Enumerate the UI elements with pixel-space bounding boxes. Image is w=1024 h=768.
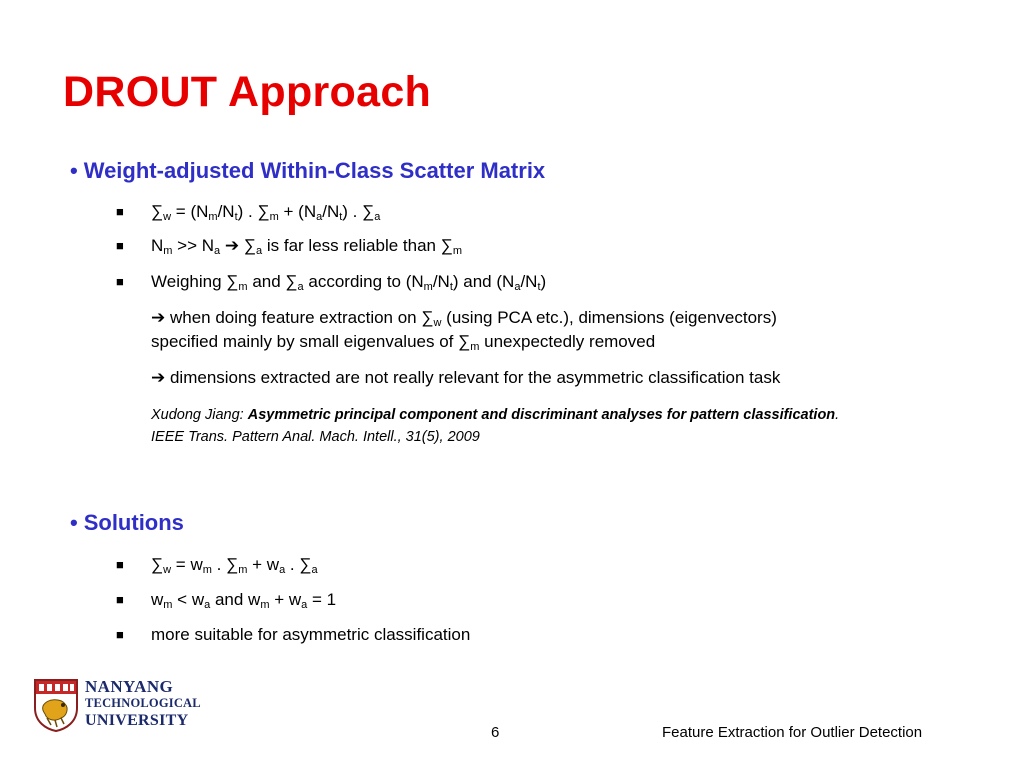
reference-citation	[151, 404, 871, 448]
logo-line-university: UNIVERSITY	[85, 712, 189, 729]
arrow-icon: ➔	[151, 308, 166, 327]
bullet-dot: •	[70, 158, 78, 183]
suitability-note: more suitable for asymmetric classification	[151, 625, 471, 644]
bullet-reliability: $N_m >> N_a$ ➔ $\sum_a$ is far less reliable than $\sum_m$	[151, 236, 463, 257]
reference-journal: . IEEE Trans. Pattern Anal. Mach. Intell., 31(5), 2009	[151, 407, 840, 445]
arrow-icon: ➔	[224, 236, 240, 255]
bullet-square: ■	[116, 238, 124, 253]
consequence-eigenvalues: specified mainly by small eigenvalues of $\sum_m$ unexpectedly removed	[151, 332, 656, 353]
slide-title: DROUT Approach	[63, 68, 432, 116]
formula-solution-sigma-w: $\sum_w = w_m$ . $\sum_m + w_a$ . $\sum_a$	[151, 555, 318, 576]
footer-title: Feature Extraction for Outlier Detection	[662, 724, 923, 741]
consequence-feature-extraction: ➔ when doing feature extraction on $\sum_w$ (using PCA etc.), dimensions (eigenvectors)	[151, 308, 777, 329]
page-number: 6	[491, 724, 500, 741]
section-heading-text: Weight-adjusted Within-Class Scatter Matrix	[83, 158, 546, 183]
formula-sigma-w: $\sum_w = (N_m/N_t)$ . $\sum_m + (N_a/N_t)$ . $\sum_a$	[151, 202, 381, 223]
section-heading-weight-adjusted	[70, 158, 545, 184]
weight-constraint: $w_m < w_a$ and $w_m + w_a = 1$	[151, 590, 337, 611]
bullet-weighing: Weighing $\sum_m$ and $\sum_a$ according to $(N_m/N_t)$ and $(N_a/N_t)$	[151, 272, 547, 293]
logo-line-technological: TECHNOLOGICAL	[85, 696, 201, 710]
bullet-square: ■	[116, 274, 124, 289]
section-heading-solutions	[70, 510, 184, 536]
bullet-square: ■	[116, 204, 124, 219]
consequence-dimensions: ➔ dimensions extracted are not really relevant for the asymmetric classification task	[151, 368, 781, 387]
ntu-crest-icon	[33, 678, 79, 732]
arrow-icon: ➔	[151, 368, 166, 387]
reference-title: Asymmetric principal component and discriminant analyses for pattern classification	[247, 407, 836, 423]
bullet-square: ■	[116, 627, 124, 642]
university-logo	[33, 676, 201, 734]
bullet-dot: •	[70, 510, 78, 535]
section-heading-text: Solutions	[83, 510, 184, 535]
bullet-square: ■	[116, 592, 124, 607]
reference-author: Xudong Jiang:	[151, 407, 248, 423]
bullet-square: ■	[116, 557, 124, 572]
logo-line-nanyang: NANYANG	[85, 677, 174, 696]
